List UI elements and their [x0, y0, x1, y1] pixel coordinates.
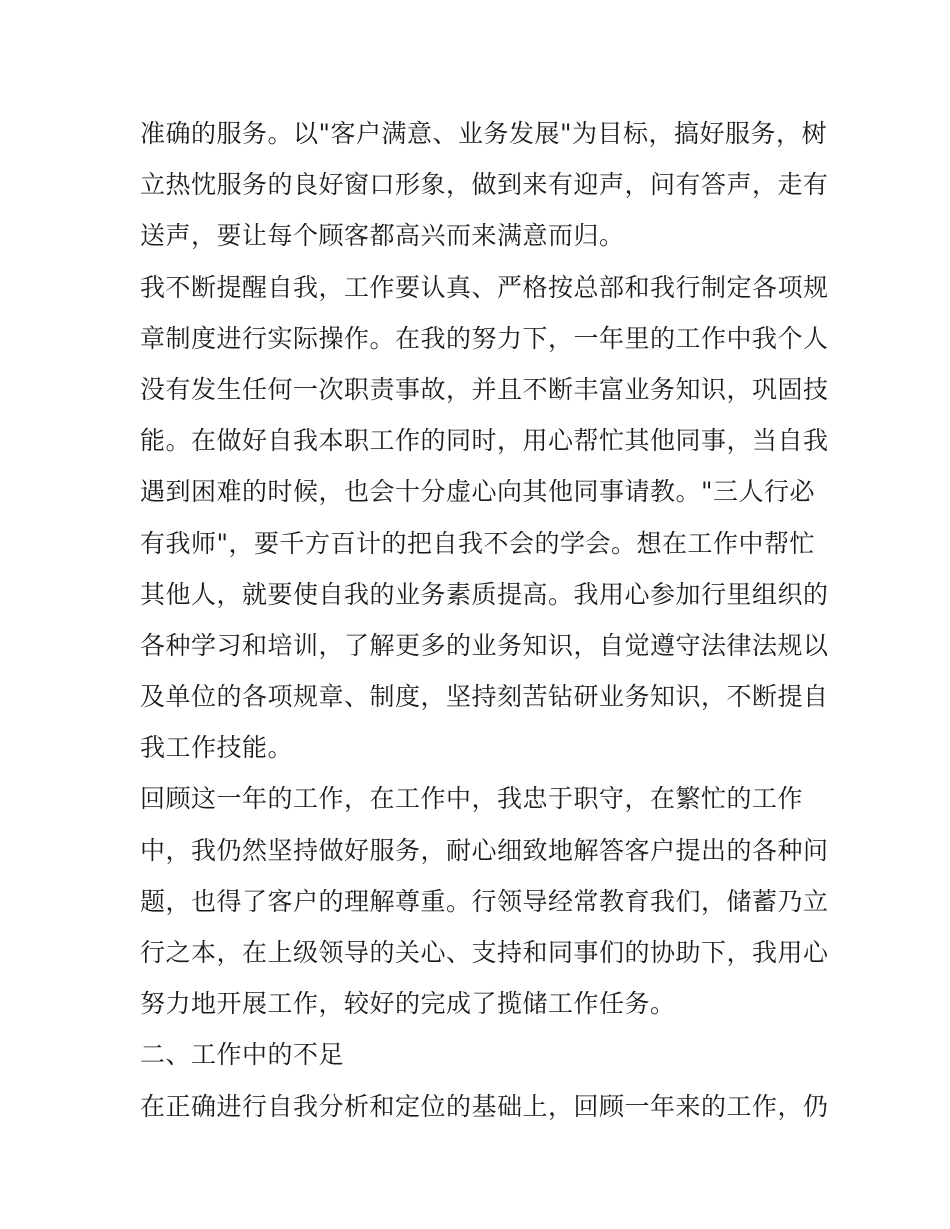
text-line: 及单位的各项规章、制度，坚持刻苦钻研业务知识，不断提自: [140, 682, 829, 712]
text-line: 其他人，就要使自我的业务素质提高。我用心参加行里组织的: [140, 579, 829, 609]
text-line: 题，也得了客户的理解尊重。行领导经常教育我们，储蓄乃立: [140, 886, 829, 916]
text-line: 章制度进行实际操作。在我的努力下，一年里的工作中我个人: [140, 323, 829, 353]
text-line: 有我师"，要千方百计的把自我不会的学会。想在工作中帮忙: [140, 528, 816, 558]
text-line: 努力地开展工作，较好的完成了揽储工作任务。: [140, 989, 676, 1019]
text-line: 中，我仍然坚持做好服务，耐心细致地解答客户提出的各种问: [140, 835, 829, 865]
text-line: 我工作技能。: [140, 733, 294, 763]
text-line: 回顾这一年的工作，在工作中，我忠于职守，在繁忙的工作: [140, 784, 804, 814]
text-line: 在正确进行自我分析和定位的基础上，回顾一年来的工作，仍: [140, 1091, 829, 1121]
document-body: [140, 108, 829, 1132]
text-line: 各种学习和培训，了解更多的业务知识，自觉遵守法律法规以: [140, 630, 829, 660]
text-line: 我不断提醒自我，工作要认真、严格按总部和我行制定各项规: [140, 272, 829, 302]
text-line: 送声，要让每个顾客都高兴而来满意而归。: [140, 221, 625, 251]
text-line: 遇到困难的时候，也会十分虚心向其他同事请教。"三人行必: [140, 477, 816, 507]
text-line: 没有发生任何一次职责事故，并且不断丰富业务知识，巩固技: [140, 374, 829, 404]
section-heading: 二、工作中的不足: [140, 1040, 345, 1070]
text-line: 准确的服务。以"客户满意、业务发展"为目标，搞好服务，树: [140, 119, 828, 148]
text-line: 能。在做好自我本职工作的同时，用心帮忙其他同事，当自我: [140, 426, 829, 456]
text-line: 行之本，在上级领导的关心、支持和同事们的协助下，我用心: [140, 938, 829, 967]
text-line: 立热忱服务的良好窗口形象，做到来有迎声，问有答声，走有: [140, 170, 829, 200]
